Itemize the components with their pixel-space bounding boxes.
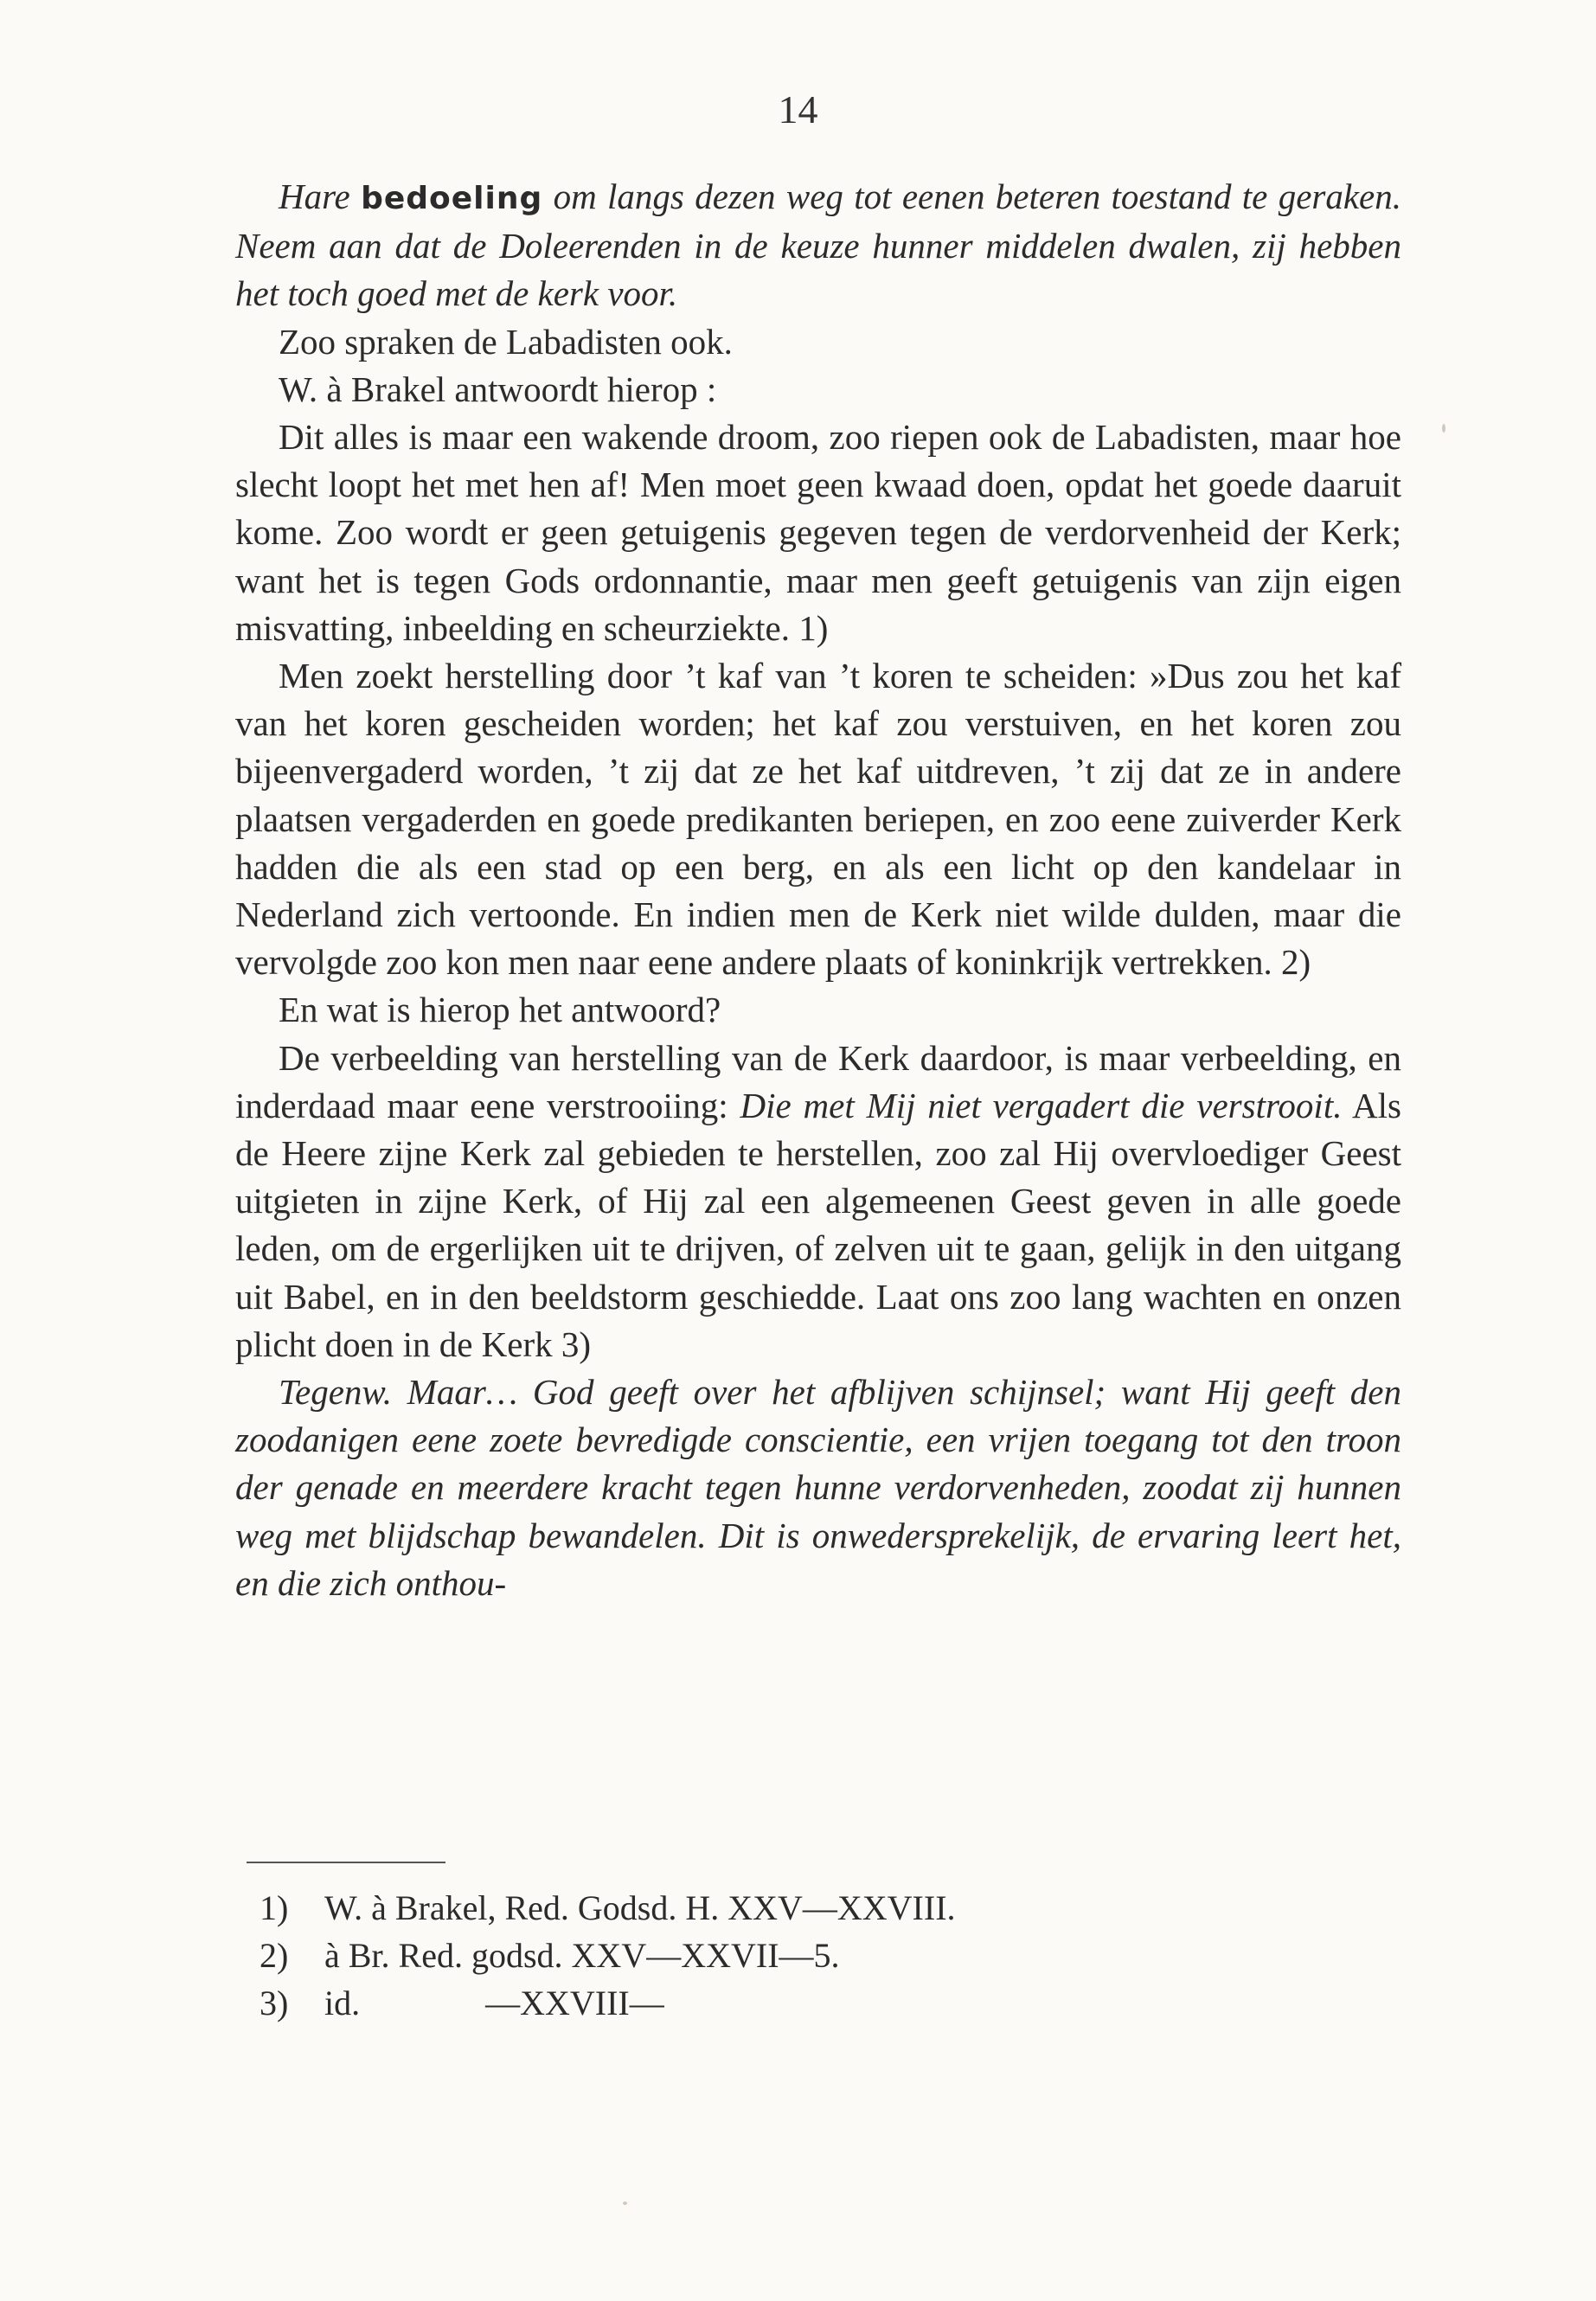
footnote-text [324,1979,664,2027]
footnote [260,1884,1298,1932]
footnote [260,1979,1298,2027]
text-segment: De verbeelding van herstelling van de Kerk daardoor, is maar verbeelding, en inderdaad maar eene verstrooiing: [235,1037,1401,1125]
paragraph [235,1035,1401,1368]
footnote-number: 1) [260,1888,289,1927]
paragraph [235,366,1401,413]
footnote-text: W. à Brakel, Red. Godsd. H. XXV—XXVIII. [324,1888,956,1927]
paragraph [235,986,1401,1034]
paper-speck [623,2202,627,2205]
text-segment: Dit alles is maar een wakende droom, zoo riepen ook de Labadisten, maar hoe slecht loopt het met hen af! Men moet geen kwaad doen, opdat het goede daaruit kome. Zoo wordt er geen getuigenis gegeven tegen de verdorvenheid der Kerk; want het is tegen Gods ordonnantie, maar men geeft getuigenis van zijn eigen misvatting, inbeelding en scheurziekte. 1) [235,417,1401,648]
text-segment: bedoeling [361,181,543,216]
footnote-number: 3) [260,1984,289,2022]
footnote-text-id: id. [324,1984,361,2022]
text-segment: En wat is hierop het antwoord? [279,990,721,1030]
text-segment: Die met Mij niet vergadert die verstrooit. [740,1085,1343,1125]
footnote-number: 2) [260,1936,289,1975]
footnote-text: à Br. Red. godsd. XXV—XXVII—5. [324,1936,840,1975]
paper-speck [1442,424,1445,433]
paragraph [235,173,1401,318]
text-segment: Zoo spraken de Labadisten ook. [279,321,733,362]
paragraph [235,413,1401,652]
text-segment: Als de Heere zijne Kerk zal gebieden te herstellen, zoo zal Hij overvloediger Geest uitgieten in zijne Kerk, of Hij zal een algemeenen Geest geven in alle goede leden, om de ergerlijken uit te drijven, of zelven uit te gaan, gelijk in den uitgang uit Babel, en in den beeldstorm geschiedde. Laat ons zoo lang wachten en onzen plicht doen in de Kerk 3) [235,1085,1401,1364]
footnotes [260,1884,1298,2027]
text-segment: Hare [279,176,362,216]
paragraph [235,318,1401,366]
paragraph [235,1368,1401,1607]
footnote [260,1932,1298,1979]
paragraph [235,652,1401,986]
text-segment: Tegenw. Maar… God geeft over het afblijven schijnsel; want Hij geeft den zoodanigen eene zoete bevredigde conscientie, een vrijen toegang tot den troon der genade en meerdere kracht tegen hunne verdorvenheden, zoodat zij hunnen weg met blijdschap bewandelen. Dit is onwedersprekelijk, de ervaring leert het, en die zich onthou- [235,1372,1401,1603]
footnote-text-reference: —XXVIII— [485,1984,664,2022]
text-segment: om langs dezen weg tot eenen beteren toestand te geraken. Neem aan dat de Doleerenden in de keuze hunner middelen dwalen, zij hebben het toch goed met de kerk voor. [235,176,1402,314]
text-segment: W. à Brakel antwoordt hierop : [279,369,717,409]
footnote-separator [247,1862,445,1863]
text-segment: Men zoekt herstelling door ’t kaf van ’t koren te scheiden: »Dus zou het kaf van het koren gescheiden worden; het kaf zou verstuiven, en het koren zou bijeenvergaderd worden, ’t zij dat ze het kaf uitdreven, ’t zij dat ze in andere plaatsen vergaderden en goede predikanten beriepen, en zoo eene zuiverder Kerk hadden die als een stad op een berg, en als een licht op den kandelaar in Nederland zich vertoonde. En indien men de Kerk niet wilde dulden, maar die vervolgde zoo kon men naar eene andere plaats of koninkrijk vertrekken. 2) [235,656,1401,983]
page-number: 14 [778,87,818,131]
main-text [235,173,1401,1607]
